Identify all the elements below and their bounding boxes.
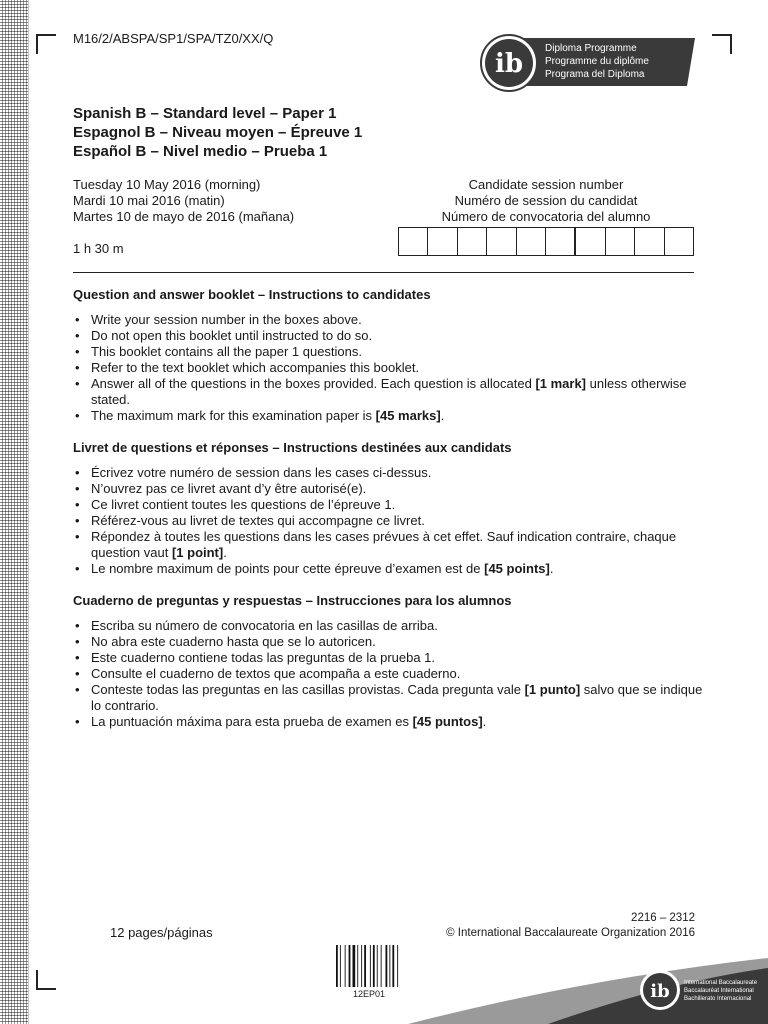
barcode-bar [389, 945, 390, 987]
instruction-item: • This booklet contains all the paper 1 questions. [73, 344, 703, 360]
session-box[interactable] [665, 228, 693, 255]
instruction-item: • N’ouvrez pas ce livret avant d’y être autorisé(e). [73, 481, 703, 497]
session-number-labels [398, 177, 694, 225]
session-box[interactable] [635, 228, 664, 255]
barcode-bar [357, 945, 358, 987]
programme-es: Programa del Diploma [545, 69, 645, 80]
barcode-bar [386, 945, 388, 987]
page-count: 12 pages/páginas [110, 925, 213, 940]
crop-mark-bottom-left [36, 970, 56, 990]
footer-ib-letters: ib [650, 981, 670, 1002]
barcode-bar [340, 945, 341, 987]
exam-dates [73, 177, 294, 225]
date-es: Martes 10 de mayo de 2016 (mañana) [73, 209, 295, 224]
barcode-bar [336, 945, 338, 987]
ib-org-es: Bachillerato Internacional [684, 996, 752, 1002]
date-en: Tuesday 10 May 2016 (morning) [73, 177, 261, 192]
instruction-item: • Écrivez votre numéro de session dans les cases ci-dessus. [73, 465, 703, 481]
session-box[interactable] [487, 228, 516, 255]
session-label-en: Candidate session number [468, 177, 624, 192]
session-box[interactable] [576, 228, 605, 255]
barcode-bar [364, 945, 366, 987]
section-heading: Cuaderno de preguntas y respuestas – Instrucciones para los alumnos [73, 593, 512, 608]
paper-code: M16/2/ABSPA/SP1/SPA/TZ0/XX/Q [73, 31, 274, 46]
instruction-item: • Write your session number in the boxes above. [73, 312, 703, 328]
perforation-edge [28, 0, 29, 1024]
ib-footer-logo [408, 958, 768, 1024]
instruction-item: • Do not open this booklet until instructed to do so. [73, 328, 703, 344]
ib-org-fr: Baccalauréat International [684, 988, 754, 994]
programme-en: Diploma Programme [545, 43, 637, 54]
title-es: Español B – Nivel medio – Prueba 1 [73, 143, 328, 160]
section-heading: Livret de questions et réponses – Instructions destinées aux candidats [73, 440, 512, 455]
date-fr: Mardi 10 mai 2016 (matin) [73, 193, 225, 208]
barcode-bar [373, 945, 375, 987]
instruction-item: • Répondez à toutes les questions dans les cases prévues à cet effet. Sauf indication contraire, chaque question vaut [1 point]. [73, 529, 703, 560]
instruction-list [73, 312, 703, 423]
instruction-item: • The maximum mark for this examination paper is [45 marks]. [73, 408, 703, 424]
exam-titles [73, 104, 362, 161]
session-box[interactable] [546, 228, 576, 255]
copyright-text: © International Baccalaureate Organization 2016 [446, 927, 695, 939]
session-label-es: Número de convocatoria del alumno [441, 209, 651, 224]
session-number-boxes[interactable] [398, 227, 694, 256]
session-box[interactable] [517, 228, 546, 255]
instruction-item: • Ce livret contient toutes les questions de l’épreuve 1. [73, 497, 703, 513]
exam-number-code: 2216 – 2312 [631, 912, 695, 924]
instruction-item: • Answer all of the questions in the boxes provided. Each question is allocated [1 mark] unless otherwise stated. [73, 376, 703, 407]
session-box[interactable] [458, 228, 487, 255]
instruction-item: • Escriba su número de convocatoria en las casillas de arriba. [73, 618, 703, 634]
instruction-item: • Conteste todas las preguntas en las casillas provistas. Cada pregunta vale [1 punto] salvo que se indique lo contrario. [73, 682, 703, 713]
instructions-en [73, 287, 703, 424]
exam-duration: 1 h 30 m [73, 241, 124, 256]
instruction-item: • Référez-vous au livret de textes qui accompagne ce livret. [73, 513, 703, 529]
instructions-es [73, 593, 703, 730]
barcode-bar [397, 945, 398, 987]
barcode-text: 12EP01 [352, 989, 386, 999]
instruction-item: • No abra este cuaderno hasta que se lo autoricen. [73, 634, 703, 650]
section-heading: Question and answer booklet – Instructions to candidates [73, 287, 431, 302]
barcode-bar [381, 945, 382, 987]
session-label-fr: Numéro de session du candidat [454, 193, 638, 208]
session-box[interactable] [606, 228, 635, 255]
barcode [336, 945, 402, 987]
title-en: Spanish B – Standard level – Paper 1 [73, 105, 337, 122]
barcode-bar [353, 945, 356, 987]
programme-fr: Programme du diplôme [545, 56, 649, 67]
barcode-bar [392, 945, 394, 987]
copyright-block [446, 911, 695, 941]
ib-org-en: International Baccalaureate [684, 980, 758, 986]
barcode-bar [370, 945, 371, 987]
session-box[interactable] [399, 228, 428, 255]
ib-diploma-banner [477, 34, 695, 92]
instruction-list [73, 618, 703, 729]
title-fr: Espagnol B – Niveau moyen – Épreuve 1 [73, 124, 363, 141]
barcode-bar [361, 945, 362, 987]
crop-mark-top-right [712, 34, 732, 54]
instruction-list [73, 465, 703, 576]
instruction-item: • Consulte el cuaderno de textos que acompaña a este cuaderno. [73, 666, 703, 682]
instruction-item: • Refer to the text booklet which accompanies this booklet. [73, 360, 703, 376]
barcode-bar [349, 945, 351, 987]
divider-rule [73, 272, 694, 273]
ib-logo-letters: ib [494, 49, 524, 79]
instructions-fr [73, 440, 703, 577]
perforation-strip [0, 0, 28, 1024]
session-box[interactable] [428, 228, 457, 255]
barcode-bar [345, 945, 346, 987]
instruction-item: • Este cuaderno contiene todas las preguntas de la prueba 1. [73, 650, 703, 666]
crop-mark-top-left [36, 34, 56, 54]
instruction-item: • La puntuación máxima para esta prueba de examen es [45 puntos]. [73, 714, 703, 730]
instruction-item: • Le nombre maximum de points pour cette épreuve d’examen est de [45 points]. [73, 561, 703, 577]
barcode-bar [377, 945, 378, 987]
